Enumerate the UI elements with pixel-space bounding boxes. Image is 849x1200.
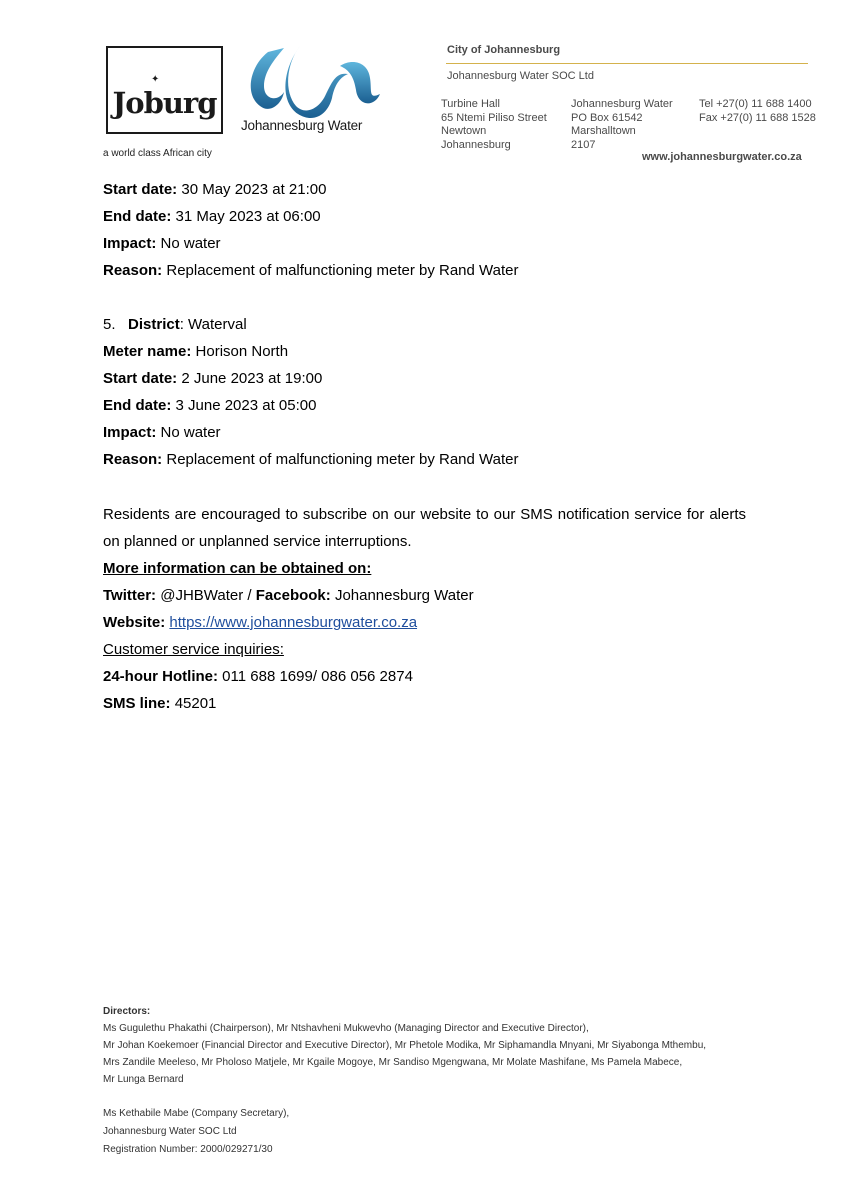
directors-heading: Directors: xyxy=(103,1006,151,1017)
label: Start date: xyxy=(103,370,178,387)
facebook-label: Facebook: xyxy=(255,587,331,604)
directors-line: Mr Lunga Bernard xyxy=(103,1074,184,1085)
value: Horison North xyxy=(195,343,289,360)
item4-reason xyxy=(103,262,518,279)
subscribe-paragraph: Residents are encouraged to subscribe on our website to our SMS notification service for alerts on planned or unplanned service interruptions. xyxy=(103,506,746,550)
label: Start date: xyxy=(103,181,178,198)
item4-impact xyxy=(103,235,221,252)
item5-reason xyxy=(103,451,518,468)
website-link[interactable]: https://www.johannesburgwater.co.za xyxy=(169,614,418,631)
directors-line: Ms Gugulethu Phakathi (Chairperson), Mr Ntshavheni Mukwevho (Managing Director and Executive Director), xyxy=(103,1023,589,1034)
twitter-handle[interactable]: @JHBWater / xyxy=(160,587,256,604)
address-line: Turbine Hall xyxy=(441,98,500,110)
label: Meter name: xyxy=(103,343,192,360)
value: 30 May 2023 at 21:00 xyxy=(181,181,327,198)
label: Impact: xyxy=(103,424,157,441)
value: Replacement of malfunctioning meter by Rand Water xyxy=(166,262,519,279)
item5-meter-name xyxy=(103,343,288,360)
value: 31 May 2023 at 06:00 xyxy=(175,208,321,225)
value: 2 June 2023 at 19:00 xyxy=(181,370,323,387)
item5-start-date xyxy=(103,370,322,387)
hotline-line xyxy=(103,668,413,685)
registration-number: Registration Number: 2000/029271/30 xyxy=(103,1144,273,1155)
item5-district xyxy=(103,316,247,333)
label: Customer service inquiries: xyxy=(103,641,284,658)
item5-impact xyxy=(103,424,221,441)
value: : Waterval xyxy=(179,316,247,333)
value: No water xyxy=(160,235,221,252)
joburg-logo xyxy=(106,46,223,134)
footer-company: Johannesburg Water SOC Ltd xyxy=(103,1126,237,1137)
address-line: 65 Ntemi Piliso Street xyxy=(441,111,547,124)
directors-line: Mr Johan Koekemoer (Financial Director and Executive Director), Mr Phetole Modika, Mr Siphamandla Mnyani, Mr Siyabonga Mthembu, xyxy=(103,1040,707,1051)
telephone: Tel +27(0) 11 688 1400 xyxy=(699,98,812,110)
social-media xyxy=(103,587,474,604)
twitter-label: Twitter: xyxy=(103,587,157,604)
street-address xyxy=(441,98,547,152)
fax: Fax +27(0) 11 688 1528 xyxy=(699,111,816,124)
label: End date: xyxy=(103,397,172,414)
value: 011 688 1699/ 086 056 2874 xyxy=(222,668,413,685)
label: 24-hour Hotline: xyxy=(103,668,218,685)
list-number: 5. xyxy=(103,316,116,333)
jw-logo-text: Johannesburg Water xyxy=(241,118,363,133)
address-line: Marshalltown xyxy=(571,125,636,137)
header-website[interactable]: www.johannesburgwater.co.za xyxy=(642,151,802,163)
label: SMS line: xyxy=(103,695,171,712)
label: Impact: xyxy=(103,235,157,252)
water-wave-icon xyxy=(240,44,390,124)
address-line: Johannesburg Water xyxy=(571,98,673,110)
value: 3 June 2023 at 05:00 xyxy=(175,397,317,414)
label: More information can be obtained on: xyxy=(103,560,372,577)
joburg-logo-text: Joburg xyxy=(112,86,217,120)
label: District xyxy=(128,316,180,333)
value: No water xyxy=(160,424,221,441)
value: 45201 xyxy=(174,695,217,712)
facebook-page[interactable]: Johannesburg Water xyxy=(334,587,474,604)
customer-service-heading xyxy=(103,641,284,658)
value: Replacement of malfunctioning meter by Rand Water xyxy=(166,451,519,468)
company-name: Johannesburg Water SOC Ltd xyxy=(447,70,594,82)
label: Website: xyxy=(103,614,166,631)
star-icon: ✦ xyxy=(151,74,160,85)
contact-numbers xyxy=(699,98,816,125)
header-divider xyxy=(446,63,808,64)
item5-end-date xyxy=(103,397,316,414)
joburg-tagline: a world class African city xyxy=(103,148,212,159)
directors-line: Mrs Zandile Meeleso, Mr Pholoso Matjele, Mr Kgaile Mogoye, Mr Sandiso Mgengwana, Mr Molate Mashifane, Ms Pamela Mabece, xyxy=(103,1057,683,1068)
address-line: Johannesburg xyxy=(441,138,511,151)
label: End date: xyxy=(103,208,172,225)
more-info-heading xyxy=(103,560,371,577)
label: Reason: xyxy=(103,451,163,468)
address-line: 2107 xyxy=(571,138,596,151)
website-line xyxy=(103,614,417,631)
item4-end-date xyxy=(103,208,321,225)
company-secretary: Ms Kethabile Mabe (Company Secretary), xyxy=(103,1108,290,1119)
item4-start-date xyxy=(103,181,326,198)
postal-address xyxy=(571,98,673,152)
address-line: Newtown xyxy=(441,125,487,137)
address-line: PO Box 61542 xyxy=(571,111,643,124)
city-name: City of Johannesburg xyxy=(447,44,561,56)
sms-line xyxy=(103,695,216,712)
label: Reason: xyxy=(103,262,163,279)
